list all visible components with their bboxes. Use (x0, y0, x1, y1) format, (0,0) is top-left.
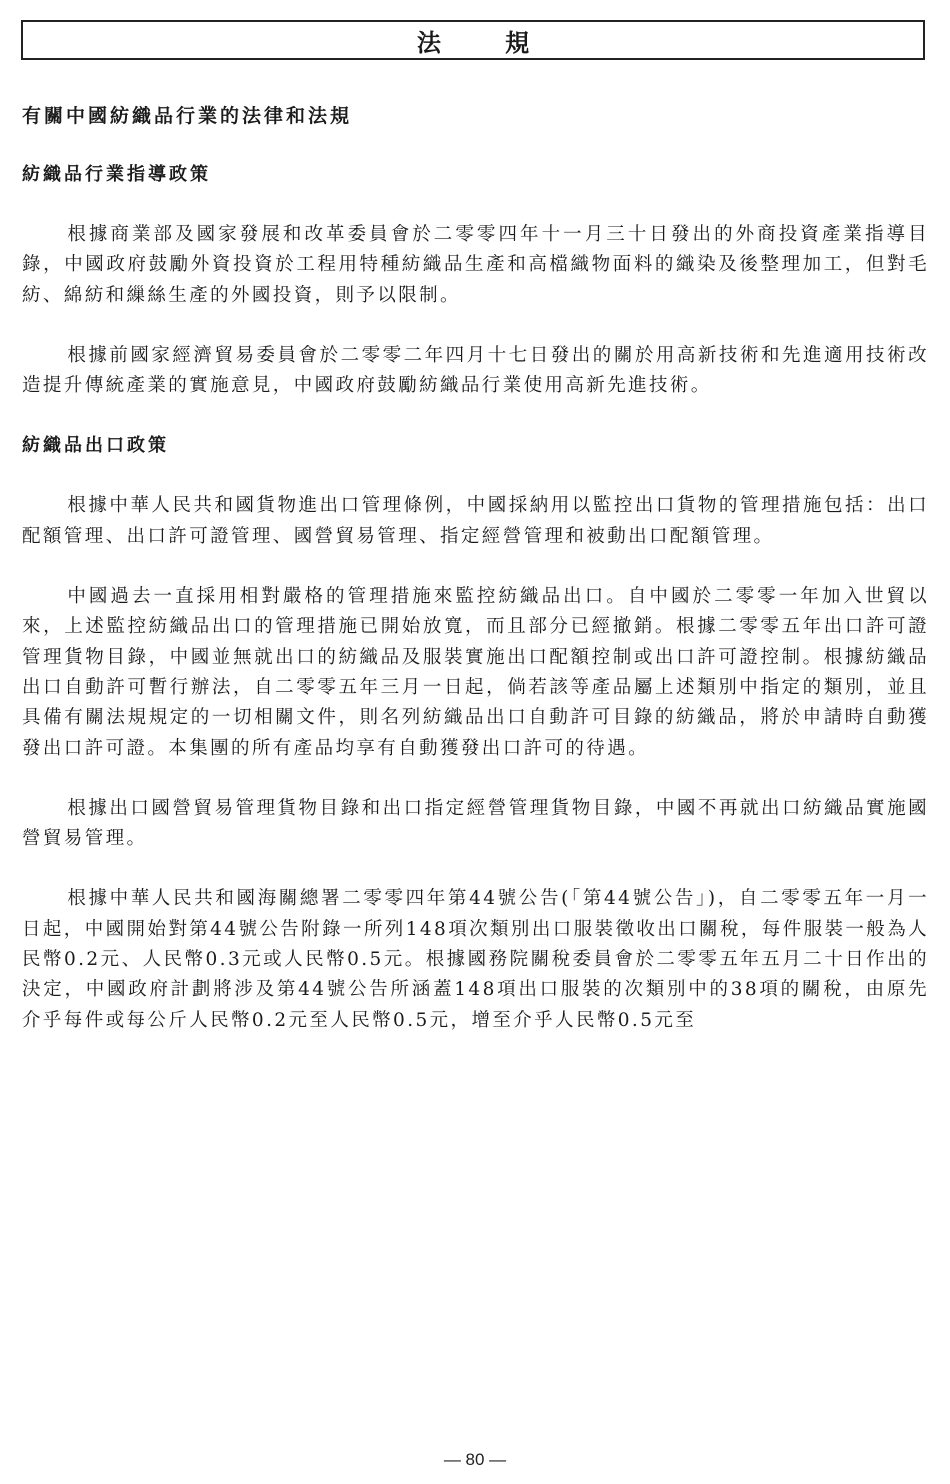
page-header-box (21, 20, 925, 60)
paragraph: 根據出口國營貿易管理貨物目錄和出口指定經營管理貨物目錄，中國不再就出口紡織品實施國營貿易管理。 (22, 797, 929, 850)
page-number: — 80 — (443, 1450, 507, 1469)
paragraph: 中國過去一直採用相對嚴格的管理措施來監控紡織品出口。自中國於二零零一年加入世貿以來，上述監控紡織品出口的管理措施已開始放寬，而且部分已經撤銷。根據二零零五年出口許可證管理貨物目錄，中國並無就出口的紡織品及服裝實施出口配額控制或出口許可證控制。根據紡織品出口自動許可暫行辦法，自二零零五年三月一日起，倘若該等產品屬上述類別中指定的類別，並且具備有關法規規定的一切相關文件，則名列紡織品出口自動許可目錄的紡織品，將於申請時自動獲發出口許可證。本集團的所有產品均享有自動獲發出口許可的待遇。 (22, 586, 929, 759)
page-header-title: 法 規 (416, 28, 558, 57)
paragraph: 根據中華人民共和國貨物進出口管理條例，中國採納用以監控出口貨物的管理措施包括：出口配額管理、出口許可證管理、國營貿易管理、指定經營管理和被動出口配額管理。 (22, 495, 929, 547)
section-title: 有關中國紡織品行業的法律和法規 (22, 105, 353, 127)
document-body (22, 100, 929, 1036)
paragraph: 根據前國家經濟貿易委員會於二零零二年四月十七日發出的關於用高新技術和先進適用技術改造提升傳統產業的實施意見，中國政府鼓勵紡織品行業使用高新先進技術。 (22, 344, 929, 397)
paragraph: 根據商業部及國家發展和改革委員會於二零零四年十一月三十日發出的外商投資產業指導目錄，中國政府鼓勵外資投資於工程用特種紡織品生產和高檔織物面料的織染及後整理加工，但對毛紡、綿紡和繅絲生產的外國投資，則予以限制。 (22, 224, 929, 306)
subsection-title-textile-guidance: 紡織品行業指導政策 (22, 164, 211, 185)
paragraph: 根據中華人民共和國海關總署二零零四年第44號公告(「第44號公告」)，自二零零五年一月一日起，中國開始對第44號公告附錄一所列148項次類別出口服裝徵收出口關稅，每件服裝一般為人民幣0.2元、人民幣0.3元或人民幣0.5元。根據國務院關稅委員會於二零零五年五月二十日作出的決定，中國政府計劃將涉及第44號公告所涵蓋148項出口服裝的次類別中的38項的關稅，由原先介乎每件或每公斤人民幣0.2元至人民幣0.5元，增至介乎人民幣0.5元至 (22, 888, 929, 1031)
subsection-title-textile-export: 紡織品出口政策 (22, 435, 169, 457)
